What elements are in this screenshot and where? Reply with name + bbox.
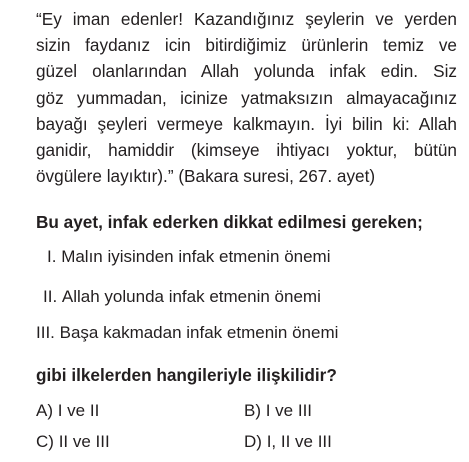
passage-line: övgülere layıktır).” (Bakara suresi, 267. ayet) xyxy=(36,166,376,187)
premise-item xyxy=(47,246,331,268)
option-letter: C) xyxy=(36,432,54,451)
answer-option-d[interactable] xyxy=(244,431,332,453)
passage-line: sizin faydanız icin bitirdiğimiz ürünlerin temiz ve xyxy=(36,35,457,56)
passage-line: “Ey iman edenler! Kazandığınız şeylerin ve yerden xyxy=(36,9,457,29)
premise-number: II. xyxy=(43,287,58,306)
answer-option-a[interactable] xyxy=(36,400,99,422)
verse-passage xyxy=(36,6,457,189)
option-letter: B) xyxy=(244,401,261,420)
passage-line: bayağı şeyleri vermeye kalkmayın. İyi bilin ki: Allah xyxy=(36,113,457,134)
question-stem: Bu ayet, infak ederken dikkat edilmesi gereken; xyxy=(36,212,423,232)
answer-option-c[interactable] xyxy=(36,431,110,453)
passage-line: ganidir, hamiddir (kimseye ihtiyacı yoktur, bütün xyxy=(36,140,457,161)
option-letter: A) xyxy=(36,401,53,420)
passage-line: göz yummadan, icinize yatmaksızın almayacağınız xyxy=(36,87,457,108)
option-letter: D) xyxy=(244,432,262,451)
answer-option-b[interactable] xyxy=(244,400,312,422)
option-text: II ve III xyxy=(58,432,110,451)
premise-item xyxy=(36,322,338,344)
option-text: I, II ve III xyxy=(266,432,332,451)
premise-number: III. xyxy=(36,323,55,342)
premise-text: Malın iyisinden infak etmenin önemi xyxy=(61,247,331,266)
premise-text: Allah yolunda infak etmenin önemi xyxy=(61,287,321,306)
option-text: I ve II xyxy=(57,401,100,420)
premise-item xyxy=(43,286,321,308)
premise-number: I. xyxy=(47,247,57,266)
question-prompt: gibi ilkelerden hangileriyle ilişkilidir? xyxy=(36,365,337,385)
passage-line: güzel olanlarından Allah yolunda infak edin. Siz xyxy=(36,61,457,82)
option-text: I ve III xyxy=(265,401,313,420)
premise-text: Başa kakmadan infak etmenin önemi xyxy=(59,323,339,342)
